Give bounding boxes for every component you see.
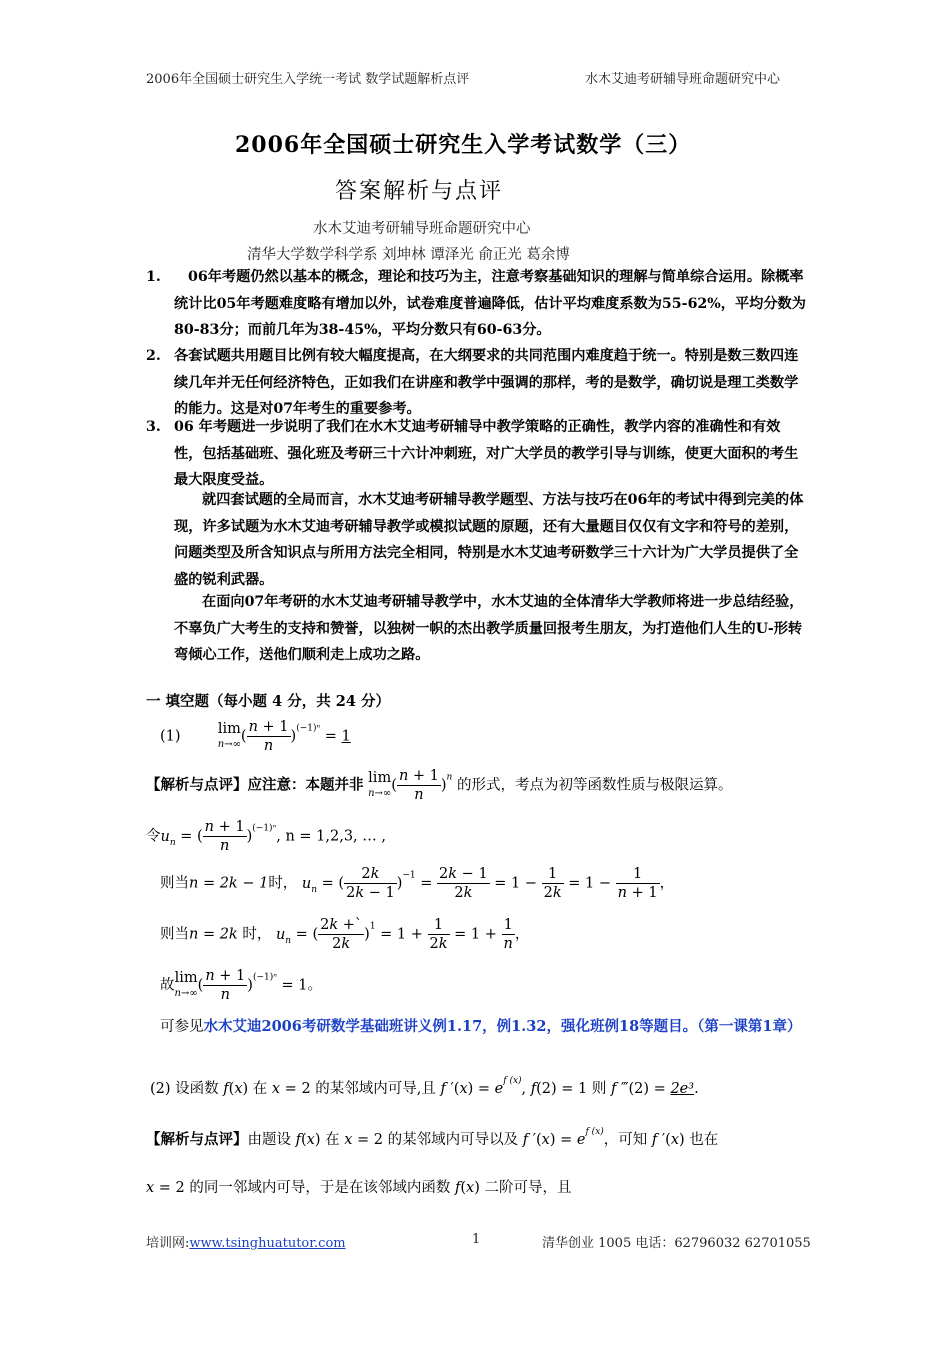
analysis-text: 也在	[689, 1132, 719, 1148]
closing-text: 在面向07年考研的水木艾迪考研辅导教学中，水木艾迪的全体清华大学教师将进一步总结经验，不辜负广大考生的支持和赞誉，以独树一帜的杰出教学质量回报考生朋友，为打造他们人生的U-形转弯倾心工作，送他们顺利走上成功之路。	[174, 594, 804, 663]
analysis-text: 二阶可导，且	[484, 1180, 572, 1196]
analysis-text: ，可知	[603, 1132, 648, 1148]
q2-text: 的某邻域内可导,且	[315, 1081, 436, 1097]
footer-website-link[interactable]: www.tsinghuatutor.com	[189, 1236, 346, 1251]
q2-label: (2)	[150, 1081, 171, 1097]
reference-prefix: 可参见	[160, 1019, 204, 1035]
intro-item-text: 各套试题共用题目比例有较大幅度提高，在大纲要求的共同范围内难度趋于统一。特别是数三数四连续几年并无任何经济特色，正如我们在讲座和教学中强调的那样，考的是数学，确切说是理工类数学的能力。这是对07年考生的重要参考。	[174, 348, 799, 417]
closing-paragraph-2	[174, 589, 808, 669]
analysis-tail: 的形式，考点为初等函数性质与极限运算。	[456, 777, 733, 794]
limit-operator: lim n→∞	[368, 769, 392, 799]
reference-link-text[interactable]: 水木艾迪2006考研数学基础班讲义例1.17，例1.32，强化班例18等题目。（第一课第1章）	[203, 1018, 802, 1035]
case-condition: n = 2k − 1	[189, 875, 269, 892]
fraction: $\frac{n + 1}{n}$	[248, 719, 289, 754]
analysis-text: 的某邻域内可导以及	[387, 1132, 519, 1148]
q2-analysis-line2: x = 2 的同一邻域内可导，于是在该邻域内函数 f(x) 二阶可导，且	[146, 1180, 572, 1196]
conclusion-prefix: 故	[160, 977, 175, 994]
intro-item-number: 2.	[146, 348, 161, 364]
document-title: 2006年全国硕士研究生入学考试数学（三）	[235, 132, 692, 158]
q1-case-even: 则当n = 2k 时， $u_n$ = ( $\frac{2k +`}{2k}$ )$^1$ = 1 + $\frac{1}{2k}$ = 1 + $\frac{1}{n}$ ，	[160, 917, 530, 952]
intro-item-number: 3.	[146, 419, 161, 435]
intro-item-number: 1.	[146, 269, 161, 285]
q2-text: 在	[252, 1081, 268, 1097]
q1-conclusion: 故lim n→∞ ( $\frac{n + 1}{n}$ )$^{(-1)^n}$ = 1。	[160, 968, 322, 1003]
case-suffix: 时，	[237, 926, 272, 943]
closing-paragraph-1	[174, 487, 808, 593]
analysis-tag: 【解析与点评】	[146, 776, 248, 794]
intro-item-2	[146, 343, 808, 423]
running-header-left: 2006年全国硕士研究生入学统一考试 数学试题解析点评	[146, 72, 470, 87]
analysis-lead: 应注意：本题并非	[247, 776, 364, 794]
analysis-text: 由题设	[247, 1132, 291, 1148]
q2-answer: 2e³	[670, 1081, 695, 1097]
intro-item-text: 06 年考题进一步说明了我们在水木艾迪考研辅导中教学策略的正确性，教学内容的准确性和有效性，包括基础班、强化班及考研三十六计冲刺班，对广大学员的教学引导与训练，使更大面积的考生最大限度受益。	[174, 419, 799, 488]
page-number: 1	[472, 1232, 481, 1247]
fraction: $\frac{n + 1}{n}$	[398, 768, 439, 803]
case-suffix: 时，	[268, 875, 298, 892]
intro-item-text: 06年考题仍然以基本的概念，理论和技巧为主，注意考察基础知识的理解与简单综合运用。除概率统计比05年考题难度略有增加以外，试卷难度普遍降低，估计平均难度系数为55-62%，平均分数为80-83分；而前几年为38-45%，平均分数只有60-63分。	[174, 269, 806, 338]
limit-operator: lim n→∞	[174, 969, 198, 999]
q1-definition: 令$u_n$ = ( $\frac{n + 1}{n}$ )$^{(-1)^n}$, n = 1,2,3, … ,	[146, 819, 386, 854]
conclusion-value: = 1。	[281, 977, 322, 994]
q1-answer: 1	[341, 728, 351, 745]
analysis-text: 的同一邻域内可导，于是在该邻域内函数	[189, 1180, 451, 1196]
intro-item-1	[146, 264, 808, 344]
footer-label: 培训网:	[146, 1236, 190, 1251]
closing-text: 就四套试题的全局而言，水木艾迪考研辅导教学题型、方法与技巧在06年的考试中得到完美的体现，许多试题为水木艾迪考研辅导教学或模拟试题的原题，还有大量题目仅仅有文字和符号的差别，问题类型及所含知识点与所用方法完全相同，特别是水木艾迪考研数学三十六计为广大学员提供了全盛的锐利武器。	[174, 492, 804, 588]
author-list: 清华大学数学科学系 刘坤林 谭泽光 俞正光 葛余博	[247, 247, 570, 263]
limit-operator: lim n→∞	[217, 720, 241, 750]
q1-label: (1)	[160, 728, 181, 745]
q2-analysis: 【解析与点评】由题设 f(x) 在 x = 2 的某邻域内可导以及 f $'(x) = e^{f (x)}$，可知 f ′(x) 也在	[146, 1127, 719, 1148]
intro-item-3	[146, 414, 808, 494]
q2-text: 设函数	[175, 1081, 219, 1097]
footer-right: 清华创业 1005 电话：62796032 62701055	[542, 1236, 811, 1251]
n-values: , n = 1,2,3, … ,	[276, 828, 386, 845]
let-label: 令	[146, 828, 161, 845]
q2-statement: (2) 设函数 f(x) 在 x = 2 的某邻域内可导,且 f $'(x) = e^{f (x)}$, f(2) = 1 则 f ‴(2) = 2e³.	[150, 1076, 699, 1097]
q1-reference	[146, 1014, 808, 1040]
q1-analysis: 【解析与点评】应注意：本题并非 lim n→∞ ( $\frac{n + 1}{n}$ )$^n$ 的形式，考点为初等函数性质与极限运算。	[146, 768, 733, 803]
running-header-right: 水木艾迪考研辅导班命题研究中心	[585, 72, 781, 87]
q1-case-odd: 则当n = 2k − 1时， $u_n$ = ( $\frac{2k}{2k - 1}$ )$^{-1}$ = $\frac{2k - 1}{2k}$ = 1 − $\frac{1}{2k}$ = 1 − $\frac{1}{n + 1}$ ，	[160, 866, 675, 901]
q2-text: 则	[591, 1081, 607, 1097]
section-heading: 一 填空题（每小题 4 分，共 24 分）	[146, 693, 391, 710]
analysis-tag: 【解析与点评】	[146, 1131, 248, 1148]
case-condition: n = 2k	[189, 926, 238, 943]
q1-statement: (1) lim n→∞ ( $\frac{n + 1}{n}$ )$^{(-1)^n}$ = 1	[160, 719, 351, 754]
fraction: $\frac{n + 1}{n}$	[204, 819, 245, 854]
case-prefix: 则当	[160, 926, 189, 943]
document-subtitle: 答案解析与点评	[335, 179, 504, 204]
case-prefix: 则当	[160, 875, 189, 892]
footer-left	[146, 1232, 346, 1251]
author-organization: 水木艾迪考研辅导班命题研究中心	[313, 221, 531, 237]
